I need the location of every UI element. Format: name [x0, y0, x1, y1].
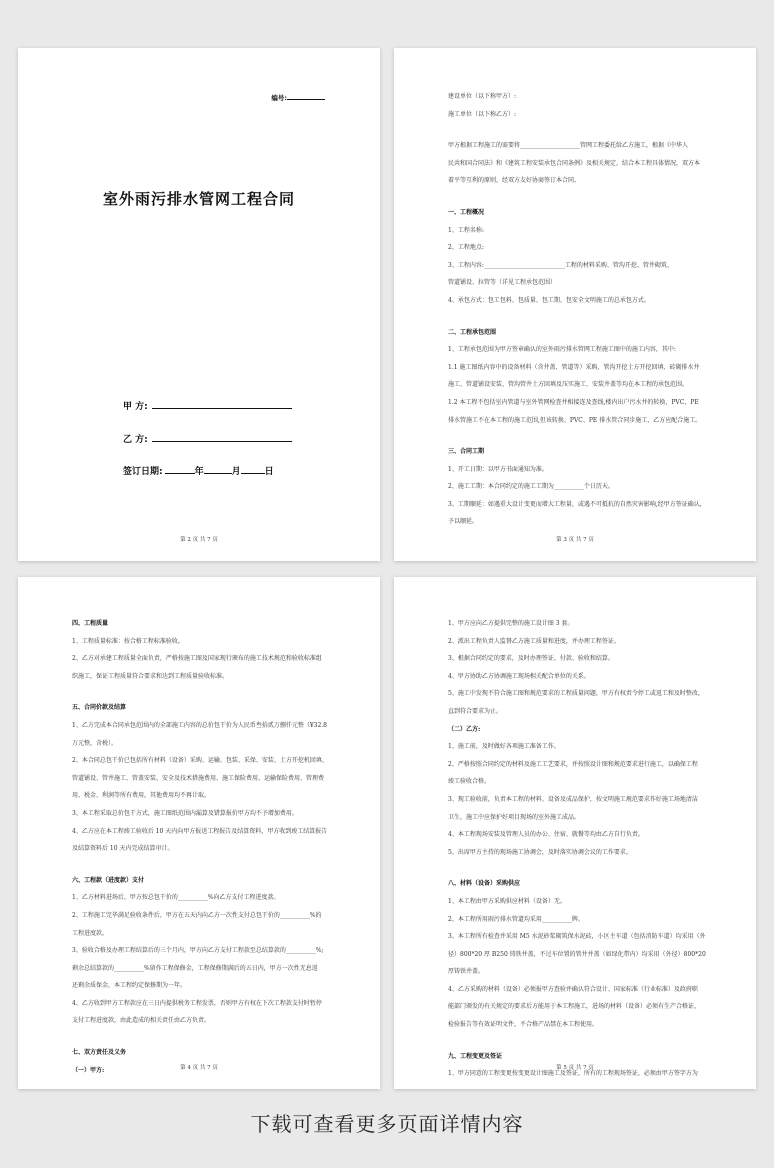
- text-line: 4、乙方应在本工程竣工验收后 10 天内向甲方报送工程报告及结算资料，甲方收到竣工结算报告: [72, 827, 328, 835]
- section-heading: 八、材料（设备）采购供应: [448, 880, 521, 888]
- page-5-body: [448, 615, 708, 1083]
- text-line: 织施工，保证工程质量符合要求和达到工程质量验收标准。: [72, 672, 229, 680]
- text-line: 4、乙方采购的材料（设备）必须报甲方查验并确认符合设计、国家标准（行业标准）及政府职: [448, 985, 698, 993]
- text-line: 管道铺设、管井施工、管盖安装、安全及技术措施费用、施工保险费用、运输保险费用、管理费: [72, 774, 325, 782]
- party-b-field: [123, 431, 292, 445]
- document-page-4: [18, 577, 380, 1089]
- paragraph-gap: [448, 861, 708, 875]
- document-page-cover: [18, 48, 380, 561]
- paragraph-gap: [448, 190, 708, 204]
- day-blank: [241, 463, 265, 474]
- text-line: 2、施工工期：本合同约定的施工工期为__________个日历天。: [448, 483, 614, 491]
- text-line: 5、出席甲方主持的现场施工协调会，及时落实协调会议的工作要求。: [448, 848, 632, 856]
- text-line: 4、甲方协助乙方协调施工现场相关配合单位的关系。: [448, 672, 590, 680]
- text-line: 用、税金、利润等所有费用，其他费用均不再计取。: [72, 792, 211, 800]
- text-line: 4、承包方式：包工包料、包质量、包工期、包安全文明施工的总承包方式。: [448, 296, 650, 304]
- paragraph-gap: [448, 429, 708, 443]
- section-heading: （二）乙方:: [448, 725, 481, 733]
- text-line: 1、甲方同意的工程变更按变更设计图施工及签证，所有的工程现场签证，必须由甲方签字方为: [448, 1070, 698, 1078]
- document-page-3: [394, 48, 756, 561]
- section-heading: 七、双方责任及义务: [72, 1049, 127, 1057]
- month-blank: [204, 463, 232, 474]
- contract-title: 室外雨污排水管网工程合同: [102, 190, 295, 208]
- text-line: 5、施工中发现不符合施工图和规范要求的工程质量问题，甲方有权责令停工或返工和及时整改，: [448, 690, 704, 698]
- text-line: 3、验收合格及办理工程结算后的三个月内，甲方向乙方支付工程款至总结算款的__________%;: [72, 947, 324, 955]
- paragraph-gap: [448, 310, 708, 324]
- contract-number-blank: [287, 93, 325, 100]
- contract-number-label: 编号:: [271, 94, 287, 102]
- text-line: 1、工程承包范围为甲方签章确认的室外雨污排水管网工程施工图中的施工内容，其中:: [448, 346, 676, 354]
- paragraph-gap: [72, 858, 332, 872]
- section-heading: 五、合同价款及结算: [72, 704, 127, 712]
- text-line: 卫生，施工中应保护好项目现场的室外施工成品。: [448, 813, 581, 821]
- text-line: 3、根据合同约定的要求，及时办理签证、付款、验收和结算。: [448, 655, 614, 663]
- section-heading: 二、工程承包范围: [448, 328, 497, 336]
- text-line: 剩余总结算款的__________%留作工程保修金，工程保修期满后的五日内，甲方一次性无息返: [72, 964, 318, 972]
- text-line: 施工单位（以下称乙方）:: [448, 110, 517, 118]
- text-line: 径）800*20 厚 B250 铸铁井盖，不过车位置的管井井盖（如绿化带内）均采用（外径）800*20: [448, 950, 706, 958]
- text-line: 2、本合同总包干价已包括所有材料（设备）采购、运输、包装、采保、安装、土方开挖机回填、: [72, 757, 328, 765]
- page-3-body: [448, 88, 708, 531]
- section-heading: （一）甲方:: [72, 1066, 105, 1074]
- text-line: 1.1 施工图纸内容中的设备材料（含井盖、管道等）采购、管沟开挖土方开挖回填、砖砌排水井: [448, 363, 700, 371]
- text-line: 3、工期顺延：如遇重大设计变更而增大工程量，或遇不可抵抗的自然灾害影响,经甲方签证确认，: [448, 500, 706, 508]
- text-line: 支付工程进度款，由此造成的相关责任由乙方负责。: [72, 1017, 211, 1025]
- text-line: 2、工程施工完毕满足验收条件后，甲方在五天内向乙方一次性支付总包干价的__________%的: [72, 911, 322, 919]
- page-number: 第 3 页 共 7 页: [556, 537, 594, 543]
- text-line: 1、乙方完成本合同承包范围内的全部施工内容的总价包干价为人民币叁拾贰万捌仟元整（¥32.8: [72, 721, 327, 729]
- text-line: 检验报告等有效证明文件，不合格产品禁在本工程使用。: [448, 1021, 599, 1029]
- text-line: 能部门颁发的有关规定的要求后方能用于本工程施工，进场的材料（设备）必须有生产合格证、: [448, 1003, 701, 1011]
- paragraph-gap: [72, 685, 332, 699]
- party-a-label: 甲 方:: [123, 402, 148, 412]
- text-line: 竣工验收合格。: [448, 778, 491, 786]
- sign-date-field: [123, 463, 274, 477]
- text-line: 甲方根据工程施工的需要将____________________管网工程委托给乙方施工，根据《中华人: [448, 142, 689, 150]
- text-line: 1、工程名称:: [448, 226, 484, 234]
- text-line: 还剩余质保金，本工程约定保修期为一年。: [72, 982, 187, 990]
- text-line: 万元整，含税）。: [72, 739, 118, 747]
- paragraph-gap: [72, 1030, 332, 1044]
- contract-number-field: [271, 93, 325, 102]
- text-line: 1、本工程由甲方采购供应材料（设备）无。: [448, 897, 566, 905]
- text-line: 2、工程地点:: [448, 244, 484, 252]
- page-number: 第 5 页 共 7 页: [556, 1065, 594, 1071]
- paragraph-gap: [448, 1034, 708, 1048]
- text-line: 排水管施工不在本工程的施工范围,但该转换、PVC、PE 排水管合同步施工，乙方应配合施工。: [448, 416, 702, 424]
- text-line: 4、本工程现场安装及管理人员的办公、住宿、就餐等均由乙方自行负责。: [448, 831, 644, 839]
- text-line: 施工、管道铺设安装、管沟管井土方回填及压实施工、安装井盖等均在本工程的承包范围。: [448, 381, 689, 389]
- text-line: 及结算资料后 10 天内完成结算审计。: [72, 845, 174, 853]
- text-line: 3、本工程所有检查井采用 M5 水泥砂浆砌筑保水泥砖，小区主车道（包括消防车道）均采用（外: [448, 933, 706, 941]
- text-line: 2、本工程所用雨污排水管道均采用__________牌。: [448, 915, 584, 923]
- section-heading: 六、工程款（进度款）支付: [72, 876, 145, 884]
- text-line: 1、施工前，及时做好各项施工准备工作。: [448, 743, 560, 751]
- text-line: 管道铺设、拉管等（详见工程承包范围）: [448, 279, 557, 287]
- section-heading: 九、工程变更及签证: [448, 1052, 503, 1060]
- party-b-label: 乙 方:: [123, 435, 148, 445]
- party-a-blank: [152, 398, 292, 409]
- text-line: 着平等互利的原则，经双方友好协商签订本合同。: [448, 177, 581, 185]
- page-number: 第 2 页 共 7 页: [180, 537, 218, 543]
- text-line: 1、甲方应向乙方提供完整的施工设计图 3 套。: [448, 620, 574, 627]
- text-line: 工程进度款。: [72, 929, 109, 937]
- month-label: 月: [231, 467, 241, 477]
- text-line: 2、乙方对承建工程质量全面负责，严格按施工图及国家现行颁布的施工技术规范和验收标准组: [72, 655, 322, 663]
- text-line: 民共和国合同法》和《建筑工程安装承包合同条例》及相关规定，结合本工程具体情况，双方本: [448, 159, 701, 167]
- document-page-5: [394, 577, 756, 1089]
- paragraph-gap: [448, 123, 708, 137]
- party-a-field: [123, 398, 292, 412]
- section-heading: 三、合同工期: [448, 448, 485, 456]
- section-heading: 四、工程质量: [72, 620, 109, 627]
- text-line: 予以顺延。: [448, 518, 479, 526]
- page-4-body: [72, 615, 332, 1079]
- day-label: 日: [264, 467, 274, 477]
- text-line: 1、乙方材料进场后，甲方按总包干价的__________%向乙方支付工程进度款。: [72, 894, 280, 902]
- year-blank: [165, 463, 195, 474]
- text-line: 1、开工日期：以甲方书面通知为准。: [448, 465, 548, 473]
- text-line: 2、派出工程负责人监督乙方施工质量和进度，并办理工程签证。: [448, 637, 620, 645]
- text-line: 4、乙方收到甲方工程款应在三日内提供税务工程发票，否则甲方有权在下次工程款支付时暂停: [72, 999, 322, 1007]
- text-line: 3、现工验收前，负责本工程的材料、设备及成品保护，按文明施工规范要求作好施工场地清洁: [448, 795, 698, 803]
- page-number: 第 4 页 共 7 页: [180, 1065, 218, 1071]
- year-label: 年: [194, 467, 204, 477]
- text-line: 厚铸铁井盖。: [448, 968, 485, 976]
- text-line: 3、工程内容:___________________________工程的材料采购、管沟开挖、管井砌筑、: [448, 261, 673, 269]
- text-line: 建设单位（以下称甲方）:: [448, 93, 517, 100]
- sign-date-label: 签订日期:: [123, 467, 163, 477]
- download-more-caption: 下载可查看更多页面详情内容: [250, 1112, 524, 1136]
- text-line: 3、本工程采取总价包干方式，施工图纸范围内漏算及错算报价甲方均不予增加费用。: [72, 809, 298, 817]
- text-line: 2、严格按照合同约定的材料及施工工艺要求，并按照设计图和规范要求进行施工，以确保工程: [448, 760, 698, 768]
- party-b-blank: [152, 431, 292, 442]
- text-line: 1、工程质量标准：按合格工程标准验收。: [72, 637, 184, 645]
- section-heading: 一、工程概况: [448, 208, 485, 216]
- text-line: 直到符合要求为止。: [448, 707, 503, 715]
- text-line: 1.2 本工程不包括室内管道与室外管网检查井相接连及查线,楼内出户污水井的转换、PVC、PE: [448, 398, 699, 406]
